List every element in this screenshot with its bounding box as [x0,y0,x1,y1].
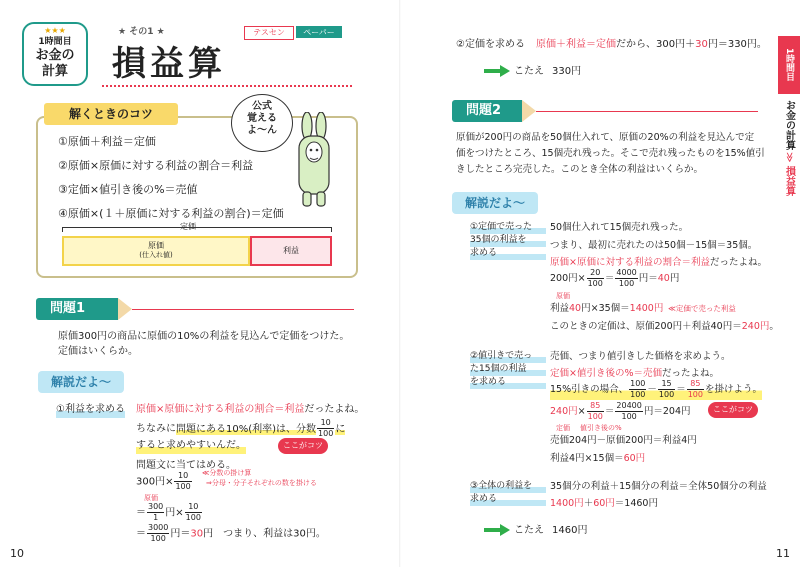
step1-l7a: ＝ [136,528,146,540]
arrow-icon [484,524,510,536]
frac-den: 100 [687,390,703,399]
problem2-text3: きしたところ完売した。このとき全体の利益はいくらか。 [456,164,704,175]
step1-l5a: 300円× [136,476,174,488]
s1-l5-val: 40 [569,303,582,314]
title-underline [102,85,352,87]
s2-label-2: た15個の利益 [470,363,546,376]
r-step2-line [536,38,767,53]
s1-l5-res: 1400円 [629,303,664,314]
badge-line2: お金の [35,48,75,63]
s2-l4 [550,401,691,422]
frac-den: 100 [587,279,603,288]
s1-l4a: 200円× [550,273,586,284]
problem1-label: 問題1 [50,301,86,316]
s1-l4 [550,268,679,289]
step1-l7-frac [147,523,169,544]
page-title: 損益算 [112,44,226,84]
explain-heading-right: 解説だよ〜 [452,192,538,214]
frac-den: 100 [185,513,201,522]
step1-frac [317,418,334,439]
problem1-pencil-tip [118,298,132,320]
s3-label-1: ③全体の利益を [470,480,546,493]
s1-sub: 原価 [556,292,570,300]
r-step2-label: ②定価を求める [456,39,525,50]
problem1-text1: 原価300円の商品に原価の10%の利益を見込んで定価をつけた。 [58,331,350,342]
s1-l4d: 円 [669,273,680,284]
answer2-label: こたえ [514,525,544,536]
step1-line5 [136,471,193,492]
s1-l4b: ＝ [604,273,615,284]
profit-box: 利益 [250,236,332,266]
frac-num: 10 [174,471,191,482]
right-page [400,0,800,567]
frac-num: 85 [687,379,704,390]
arrow-icon [484,65,510,77]
frac-den: 100 [621,412,637,421]
frac-num: 4000 [616,268,637,277]
step1-l6a: ＝ [136,507,146,519]
s2-l3a: 15%引きの場合、 [550,384,629,395]
s2-l3c: ＝ [676,384,686,395]
frac-den: 100 [618,279,635,288]
cost-sub: (仕入れ値) [139,251,173,259]
s1-l6-res: 240円 [741,321,770,332]
frac-den: 100 [318,429,334,438]
s2-l3-f2 [658,379,675,400]
problem2-text1: 原価が200円の商品を50個仕入れて、原価の20%の利益を見込んで定 [456,132,755,143]
frac-num: 85 [587,401,604,412]
s2-l3-f3 [687,379,704,400]
s1-l1: 50個仕入れて15個売れ残った。 [550,222,689,233]
tip-bubble-right: ここがコツ [708,402,758,418]
s2-sub2: 値引き後の% [580,424,622,432]
s2-l4d: 円＝204円 [643,406,691,417]
page-number-left: 10 [10,547,24,560]
step1-l7-val: 30 [190,528,204,540]
badge-stars: ★★★ [44,26,66,35]
s1-l6 [550,320,779,334]
s2-l2-tail: だったよね。 [662,368,720,379]
problem2-pencil-tip [522,100,536,122]
rule-1: ①原価＋利益＝定価 [58,135,156,148]
s1-l5-note: ≪定価で売った利益 [668,304,736,313]
step1-l2c: に [335,423,346,435]
frac-num: 20400 [616,401,642,410]
s3-l1: 35個分の利益＋15個分の利益＝全体50個分の利益 [550,481,767,492]
answer1-value: 330円 [552,66,582,77]
s2-l3b: － [647,384,657,395]
frac-num: 10 [317,418,334,429]
s3-l2d: ＝1460円 [614,498,658,509]
frac-num: 300 [148,502,164,511]
s1-l4c: 円＝ [638,273,658,284]
s3-l2 [550,497,658,511]
s1-label-1: ①定価で売った [470,221,546,234]
r-step2-formula: 原価＋利益＝定価 [536,39,616,50]
rabbit-mascot-icon [290,112,338,210]
bar-bracket [62,227,332,232]
step1-line4: 問題文に当てはめる。 [136,460,236,471]
s1-l4-frac1 [587,268,604,289]
problem2-line [536,111,758,112]
page-number-right: 11 [776,547,790,560]
s1-l6a: このときの定価は、原価200円＋利益40円＝ [550,321,742,332]
s1-label-3: 求める [470,247,546,260]
step1-formula-tail: だったよね。 [304,404,365,415]
s2-l1: 売価、つまり値引きした価格を求めよう。 [550,351,731,362]
s2-l4a: 240円 [550,406,578,417]
step1-l2b: 問題にある10%(利率)は、分数 [176,423,317,435]
frac-den: 100 [630,390,646,399]
problem1-line [132,309,354,310]
answer1-label: こたえ [514,66,544,77]
r-step2-text2: 円＝330円。 [707,39,767,50]
frac-num: 15 [658,379,675,390]
rule-3: ③定価×値引き後の%＝売値 [58,183,198,196]
s2-l6-val: 60円 [623,453,646,464]
side-tab: 1時間目 [778,36,800,94]
section-label: ★ その1 ★ [118,27,165,37]
frac-num: 10 [185,502,202,513]
step1-label: ①利益を求める [56,403,125,418]
speech-bubble: 公式 覚える よ〜ん [231,94,293,152]
s2-l3 [550,379,762,400]
step1-note1: ≪分数の掛け算 [202,469,252,477]
frac-den: 1 [153,513,159,522]
cost-box [62,236,250,266]
rule-4: ④原価×(１＋原価に対する利益の割合)＝定価 [58,207,284,220]
step1-line2 [136,418,345,439]
badge-line3: 計算 [41,64,68,79]
answer2-value: 1460円 [552,525,588,536]
bar-label: 定価 [180,222,196,231]
side-text1: お金の計算 [783,100,795,150]
step1-l7b: 円＝ [170,528,191,540]
problem2-text2: 価をつけたところ、15個売れ残った。そこで売れ残ったものを15%値引 [456,148,765,159]
frac-den: 100 [175,482,191,491]
s2-l3-f1 [629,379,646,400]
s1-l5b: 円×35個＝ [581,303,630,314]
s1-label [470,221,546,260]
s3-label [470,480,546,506]
cost-label: 原価 [148,241,164,250]
problem2-label: 問題2 [466,103,502,118]
s2-l5: 売価204円－原価200円＝利益4円 [550,435,697,446]
s2-sub1: 定価 [556,424,570,432]
step1-l6b: 円× [165,507,184,519]
frac-den: 100 [587,412,603,421]
step1-l2a: ちなみに [136,423,176,435]
side-text2: 損益算 [783,166,795,196]
s1-l2: つまり、最初に売れたのは50個－15個＝35個。 [550,240,758,251]
s2-l4b: × [577,406,586,417]
step1-note2: ⇒分母・分子それぞれの数を掛ける [206,479,317,487]
s1-l3-tail: だったよね。 [709,257,767,268]
s1-l4-frac2 [615,268,637,289]
tips-heading: 解くときのコツ [44,103,178,125]
s2-l2-red: 定価×値引き後の%＝売価 [550,368,662,379]
tip-bubble-left: ここがコツ [278,438,328,454]
step1-l6-frac1 [147,502,164,523]
s2-l6a: 利益4円×15個＝ [550,453,624,464]
step1-line6 [136,502,203,523]
tag-paper: ペーパー [296,26,342,38]
chapter-badge [22,22,88,86]
step1-line3: すると求めやすいんだ。 [136,439,246,454]
step1-l6-frac2 [185,502,202,523]
problem1-text2: 定価はいくらか。 [58,346,138,357]
s3-l2b: ＋ [583,498,594,509]
s2-label-1: ②値引きで売っ [470,350,546,363]
frac-den: 100 [658,390,675,399]
s2-label-3: を求める [470,376,546,389]
s1-l4-val: 40 [657,273,670,284]
s1-label-2: 35個の利益を [470,234,546,247]
s2-l6 [550,452,645,466]
step1-l5-frac [174,471,191,492]
step1-l7c: 円 つまり、利益は30円。 [203,528,326,540]
s1-l5a: 利益 [550,303,570,314]
s3-l2c: 60円 [593,498,615,509]
s2-l4-f2 [615,401,642,422]
s1-l5 [550,302,663,316]
step1-line1 [136,403,364,418]
tag-testsen: テスセン [244,26,294,40]
frac-num: 100 [630,379,646,388]
step1-sub-cost: 原価 [144,494,158,502]
s1-l3-red: 原価×原価に対する利益の割合＝利益 [550,257,710,268]
s2-l4-f1 [587,401,604,422]
s3-l2a: 1400円 [550,498,584,509]
step1-formula: 原価×原価に対する利益の割合＝利益 [136,404,305,415]
side-arrow: ≫ [783,152,795,163]
explain-heading: 解説だよ〜 [38,371,124,393]
s3-label-2: 求める [470,493,546,506]
s2-l4c: ＝ [604,406,615,417]
s2-label [470,350,546,389]
frac-num: 3000 [148,523,169,532]
rule-2: ②原価×原価に対する利益の割合＝利益 [58,159,254,172]
s1-l6b: 。 [769,321,779,332]
frac-den: 100 [150,534,166,543]
badge-line1: 1時間目 [38,37,72,47]
s2-l3d: を掛けよう。 [705,384,763,395]
r-step2-val: 30 [695,39,708,50]
r-step2-text: だから、300円＋ [616,39,696,50]
step1-line7 [136,523,326,544]
frac-num: 20 [587,268,604,279]
